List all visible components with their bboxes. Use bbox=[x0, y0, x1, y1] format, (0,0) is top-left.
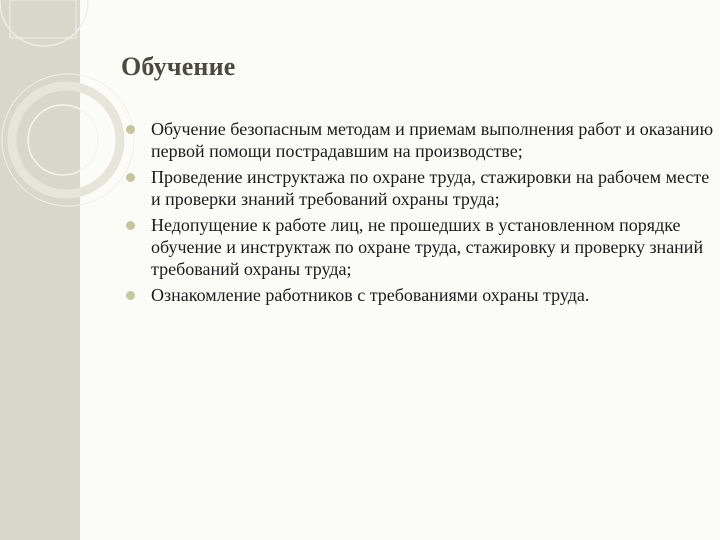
decorative-ring-top bbox=[0, 0, 88, 46]
slide-title: Обучение bbox=[121, 52, 236, 81]
bullet-text: Обучение безопасным методам и приемам выполнения работ и оказанию первой помощи пострадавшим на производстве; bbox=[151, 119, 714, 161]
bullet-icon bbox=[126, 291, 135, 300]
decorative-ring-outer bbox=[2, 74, 134, 206]
bullet-icon bbox=[126, 125, 135, 134]
bullet-icon bbox=[126, 173, 135, 182]
bullet-text: Ознакомление работников с требованиями охраны труда. bbox=[151, 285, 590, 305]
list-item bbox=[124, 284, 714, 306]
bullet-icon bbox=[126, 221, 135, 230]
decorative-ring-inner bbox=[28, 105, 98, 175]
bullet-list bbox=[124, 118, 714, 310]
list-item bbox=[124, 118, 714, 162]
bullet-text: Недопущение к работе лиц, не прошедших в установленном порядке обучение и инструктаж по охране труда, стажировку и проверку знаний требований охраны труда; bbox=[151, 215, 704, 279]
list-item bbox=[124, 214, 714, 280]
list-item bbox=[124, 166, 714, 210]
bullet-text: Проведение инструктажа по охране труда, стажировки на рабочем месте и проверки знаний требований охраны труда; bbox=[151, 167, 710, 209]
decorative-rect bbox=[10, 0, 76, 38]
